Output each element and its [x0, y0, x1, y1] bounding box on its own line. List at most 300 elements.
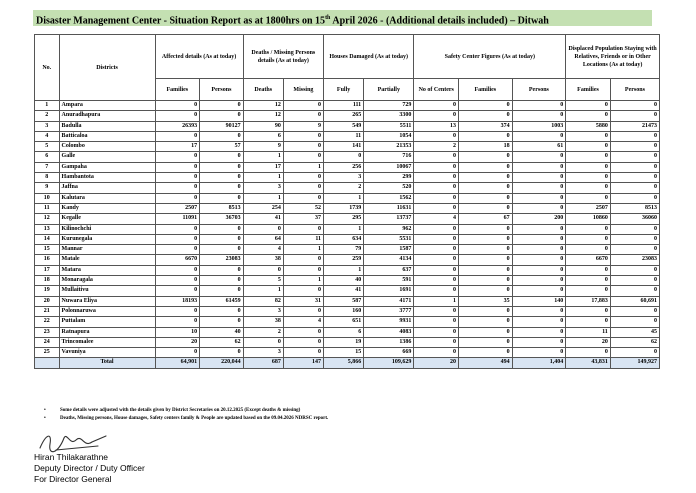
row-number: 7 — [35, 162, 60, 172]
cell-value: 1 — [324, 265, 364, 275]
cell-value: 3300 — [364, 111, 414, 121]
cell-value: 160 — [324, 306, 364, 316]
cell-value: 0 — [414, 193, 459, 203]
cell-value: 0 — [459, 131, 513, 141]
row-number: 16 — [35, 255, 60, 265]
cell-value: 0 — [512, 348, 566, 358]
cell-value: 0 — [512, 111, 566, 121]
cell-value: 4 — [283, 317, 323, 327]
cell-value: 62 — [200, 337, 244, 347]
cell-value: 15 — [324, 348, 364, 358]
cell-value: 0 — [200, 286, 244, 296]
table-row — [35, 265, 660, 275]
cell-value: 0 — [200, 173, 244, 183]
total-spacer — [35, 358, 60, 368]
cell-value: 0 — [512, 152, 566, 162]
cell-value: 0 — [610, 101, 659, 111]
cell-value: 0 — [459, 224, 513, 234]
cell-value: 0 — [200, 101, 244, 111]
cell-value: 0 — [610, 224, 659, 234]
table-row — [35, 193, 660, 203]
cell-value: 9 — [283, 121, 323, 131]
cell-value: 37 — [283, 214, 323, 224]
cell-value: 17 — [155, 142, 200, 152]
cell-value: 0 — [200, 152, 244, 162]
row-number: 11 — [35, 203, 60, 213]
district-name: Vavuniya — [59, 348, 155, 358]
cell-value: 90 — [243, 121, 283, 131]
cell-value: 0 — [566, 183, 611, 193]
row-number: 4 — [35, 131, 60, 141]
cell-value: 0 — [155, 276, 200, 286]
cell-value: 0 — [459, 276, 513, 286]
cell-value: 0 — [512, 224, 566, 234]
cell-value: 0 — [414, 327, 459, 337]
row-number: 17 — [35, 265, 60, 275]
cell-value: 1003 — [512, 121, 566, 131]
cell-value: 0 — [459, 245, 513, 255]
cell-value: 0 — [414, 101, 459, 111]
cell-value: 4083 — [364, 327, 414, 337]
cell-value: 0 — [566, 245, 611, 255]
cell-value: 0 — [414, 183, 459, 193]
cell-value: 0 — [283, 327, 323, 337]
cell-value: 0 — [610, 286, 659, 296]
row-number: 13 — [35, 224, 60, 234]
cell-value: 0 — [243, 265, 283, 275]
row-number: 20 — [35, 296, 60, 306]
note-item: • Deaths, Missing persons, House damages, Safety centers family & People are updated based on the 09.04.2026 NDRSC report. — [44, 416, 329, 421]
header-partially: Partially — [364, 79, 414, 101]
cell-value: 0 — [155, 162, 200, 172]
cell-value: 0 — [610, 348, 659, 358]
cell-value: 1054 — [364, 131, 414, 141]
row-number: 24 — [35, 337, 60, 347]
cell-value: 0 — [459, 101, 513, 111]
header-deaths-missing: Deaths / Missing Persons details (As at today) — [243, 35, 323, 79]
cell-value: 21473 — [610, 121, 659, 131]
cell-value: 5880 — [566, 121, 611, 131]
cell-value: 0 — [512, 245, 566, 255]
cell-value: 0 — [414, 234, 459, 244]
cell-value: 0 — [414, 265, 459, 275]
header-dp-families: Families — [566, 79, 611, 101]
table-row — [35, 286, 660, 296]
cell-value: 0 — [610, 245, 659, 255]
cell-value: 0 — [283, 337, 323, 347]
cell-value: 9 — [243, 142, 283, 152]
row-number: 14 — [35, 234, 60, 244]
cell-value: 295 — [324, 214, 364, 224]
total-value: 494 — [459, 358, 513, 368]
total-row — [35, 358, 660, 368]
cell-value: 669 — [364, 348, 414, 358]
cell-value: 1 — [243, 286, 283, 296]
cell-value: 0 — [414, 203, 459, 213]
cell-value: 0 — [566, 152, 611, 162]
cell-value: 0 — [283, 152, 323, 162]
cell-value: 0 — [200, 234, 244, 244]
row-number: 2 — [35, 111, 60, 121]
cell-value: 265 — [324, 111, 364, 121]
cell-value: 254 — [243, 203, 283, 213]
cell-value: 0 — [200, 306, 244, 316]
cell-value: 2 — [243, 327, 283, 337]
header-safety: Safety Center Figures (As at today) — [414, 35, 566, 79]
header-affected: Affected details (As at today) — [155, 35, 243, 79]
cell-value: 0 — [512, 162, 566, 172]
cell-value: 0 — [414, 162, 459, 172]
cell-value: 0 — [566, 348, 611, 358]
table-row — [35, 131, 660, 141]
cell-value: 13 — [414, 121, 459, 131]
table-row — [35, 276, 660, 286]
district-name: Anuradhapura — [59, 111, 155, 121]
cell-value: 0 — [243, 337, 283, 347]
cell-value: 1 — [324, 224, 364, 234]
cell-value: 0 — [155, 306, 200, 316]
cell-value: 520 — [364, 183, 414, 193]
table-row — [35, 317, 660, 327]
row-number: 10 — [35, 193, 60, 203]
cell-value: 549 — [324, 121, 364, 131]
cell-value: 0 — [155, 111, 200, 121]
cell-value: 1691 — [364, 286, 414, 296]
cell-value: 0 — [200, 162, 244, 172]
cell-value: 0 — [200, 265, 244, 275]
cell-value: 0 — [414, 306, 459, 316]
cell-value: 4 — [243, 245, 283, 255]
cell-value: 0 — [155, 265, 200, 275]
table-row — [35, 152, 660, 162]
cell-value: 0 — [283, 111, 323, 121]
table-row — [35, 183, 660, 193]
table-row — [35, 255, 660, 265]
cell-value: 20 — [566, 337, 611, 347]
cell-value: 634 — [324, 234, 364, 244]
cell-value: 40 — [200, 327, 244, 337]
cell-value: 0 — [155, 348, 200, 358]
cell-value: 11 — [283, 234, 323, 244]
cell-value: 0 — [155, 224, 200, 234]
cell-value: 0 — [566, 193, 611, 203]
total-value: 1,404 — [512, 358, 566, 368]
report-title-sup: th — [325, 15, 331, 21]
cell-value: 0 — [414, 173, 459, 183]
cell-value: 38 — [243, 255, 283, 265]
cell-value: 1 — [243, 193, 283, 203]
cell-value: 20 — [155, 337, 200, 347]
cell-value: 0 — [414, 348, 459, 358]
district-name: Kurunegala — [59, 234, 155, 244]
table-row — [35, 327, 660, 337]
officer-role: Deputy Director / Duty Officer — [34, 463, 145, 473]
cell-value: 0 — [566, 131, 611, 141]
cell-value: 3 — [243, 348, 283, 358]
cell-value: 1 — [414, 296, 459, 306]
cell-value: 0 — [283, 142, 323, 152]
cell-value: 2 — [324, 183, 364, 193]
cell-value: 0 — [566, 173, 611, 183]
cell-value: 31 — [283, 296, 323, 306]
cell-value: 1 — [283, 245, 323, 255]
table-row — [35, 173, 660, 183]
note-text: Some details were adjusted with the details given by District Secretaries on 20.12.2025 (Except deaths & missing) — [60, 408, 301, 413]
cell-value: 0 — [566, 101, 611, 111]
cell-value: 0 — [283, 183, 323, 193]
cell-value: 11091 — [155, 214, 200, 224]
note-item: • Some details were adjusted with the details given by District Secretaries on 20.12.2025 (Except deaths & missing) — [44, 408, 301, 413]
cell-value: 0 — [459, 255, 513, 265]
cell-value: 23083 — [610, 255, 659, 265]
situation-table — [34, 34, 660, 369]
cell-value: 1562 — [364, 193, 414, 203]
officer-block — [34, 452, 145, 485]
total-value: 220,044 — [200, 358, 244, 368]
cell-value: 0 — [566, 111, 611, 121]
cell-value: 1386 — [364, 337, 414, 347]
cell-value: 0 — [512, 183, 566, 193]
cell-value: 0 — [512, 234, 566, 244]
cell-value: 0 — [155, 317, 200, 327]
cell-value: 0 — [512, 337, 566, 347]
header-dp-persons: Persons — [610, 79, 659, 101]
cell-value: 0 — [200, 131, 244, 141]
cell-value: 0 — [512, 101, 566, 111]
cell-value: 0 — [243, 224, 283, 234]
district-name: Kalutara — [59, 193, 155, 203]
header-missing: Missing — [283, 79, 323, 101]
table-row — [35, 121, 660, 131]
cell-value: 11 — [324, 131, 364, 141]
cell-value: 0 — [414, 286, 459, 296]
cell-value: 40 — [324, 276, 364, 286]
cell-value: 61459 — [200, 296, 244, 306]
report-title-pre: Disaster Management Center - Situation Report as at 1800hrs on 15 — [36, 15, 326, 26]
cell-value: 21353 — [364, 142, 414, 152]
officer-for: For Director General — [34, 474, 112, 484]
cell-value: 0 — [566, 317, 611, 327]
header-families: Families — [155, 79, 200, 101]
cell-value: 5511 — [364, 121, 414, 131]
cell-value: 0 — [155, 101, 200, 111]
cell-value: 0 — [459, 203, 513, 213]
officer-name: Hiran Thilakarathne — [34, 452, 109, 462]
cell-value: 0 — [610, 193, 659, 203]
cell-value: 62 — [610, 337, 659, 347]
cell-value: 0 — [566, 234, 611, 244]
district-name: Kegalle — [59, 214, 155, 224]
cell-value: 0 — [155, 286, 200, 296]
total-label: Total — [59, 358, 155, 368]
cell-value: 0 — [459, 327, 513, 337]
cell-value: 0 — [155, 152, 200, 162]
header-houses: Houses Damaged (As at today) — [324, 35, 414, 79]
cell-value: 0 — [200, 183, 244, 193]
cell-value: 0 — [283, 131, 323, 141]
cell-value: 4134 — [364, 255, 414, 265]
cell-value: 259 — [324, 255, 364, 265]
cell-value: 17,883 — [566, 296, 611, 306]
cell-value: 0 — [414, 255, 459, 265]
cell-value: 41 — [324, 286, 364, 296]
header-persons: Persons — [200, 79, 244, 101]
cell-value: 6670 — [155, 255, 200, 265]
cell-value: 0 — [283, 101, 323, 111]
cell-value: 6 — [243, 131, 283, 141]
cell-value: 0 — [610, 265, 659, 275]
table-body — [35, 101, 660, 369]
cell-value: 67 — [459, 214, 513, 224]
cell-value: 9931 — [364, 317, 414, 327]
cell-value: 3 — [243, 183, 283, 193]
cell-value: 0 — [566, 276, 611, 286]
cell-value: 0 — [200, 224, 244, 234]
district-name: Mullaitivu — [59, 286, 155, 296]
cell-value: 0 — [200, 317, 244, 327]
table-row — [35, 203, 660, 213]
district-name: Matale — [59, 255, 155, 265]
cell-value: 0 — [512, 265, 566, 275]
total-value: 109,629 — [364, 358, 414, 368]
row-number: 18 — [35, 276, 60, 286]
cell-value: 1 — [243, 152, 283, 162]
cell-value: 299 — [364, 173, 414, 183]
header-deaths: Deaths — [243, 79, 283, 101]
table-row — [35, 224, 660, 234]
cell-value: 6670 — [566, 255, 611, 265]
cell-value: 90127 — [200, 121, 244, 131]
cell-value: 4171 — [364, 296, 414, 306]
cell-value: 0 — [512, 131, 566, 141]
cell-value: 12 — [243, 101, 283, 111]
table-row — [35, 214, 660, 224]
cell-value: 0 — [200, 276, 244, 286]
cell-value: 0 — [459, 348, 513, 358]
row-number: 19 — [35, 286, 60, 296]
row-number: 25 — [35, 348, 60, 358]
cell-value: 1 — [283, 162, 323, 172]
cell-value: 36060 — [610, 214, 659, 224]
district-name: Nuwara Eliya — [59, 296, 155, 306]
cell-value: 0 — [155, 245, 200, 255]
cell-value: 61 — [512, 142, 566, 152]
cell-value: 0 — [155, 234, 200, 244]
cell-value: 0 — [459, 306, 513, 316]
cell-value: 0 — [155, 183, 200, 193]
row-number: 22 — [35, 317, 60, 327]
district-name: Trincomalee — [59, 337, 155, 347]
cell-value: 0 — [459, 173, 513, 183]
cell-value: 0 — [459, 234, 513, 244]
cell-value: 0 — [610, 276, 659, 286]
note-text: Deaths, Missing persons, House damages, Safety centers family & People are updated based on the 09.04.2026 NDRSC report. — [60, 416, 329, 421]
table-row — [35, 245, 660, 255]
header-no-of-centers: No of Centers — [414, 79, 459, 101]
header-no: No. — [35, 35, 60, 101]
cell-value: 26393 — [155, 121, 200, 131]
cell-value: 0 — [155, 173, 200, 183]
cell-value: 45 — [610, 327, 659, 337]
cell-value: 3 — [324, 173, 364, 183]
cell-value: 2 — [414, 142, 459, 152]
cell-value: 64 — [243, 234, 283, 244]
cell-value: 651 — [324, 317, 364, 327]
cell-value: 10860 — [566, 214, 611, 224]
cell-value: 0 — [610, 306, 659, 316]
district-name: Kandy — [59, 203, 155, 213]
cell-value: 18 — [459, 142, 513, 152]
cell-value: 0 — [512, 276, 566, 286]
cell-value: 0 — [459, 183, 513, 193]
district-name: Kilinochchi — [59, 224, 155, 234]
cell-value: 0 — [459, 152, 513, 162]
cell-value: 0 — [512, 306, 566, 316]
district-name: Monaragala — [59, 276, 155, 286]
row-number: 3 — [35, 121, 60, 131]
cell-value: 0 — [512, 317, 566, 327]
notes — [44, 408, 644, 424]
cell-value: 36703 — [200, 214, 244, 224]
district-name: Matara — [59, 265, 155, 275]
cell-value: 41 — [243, 214, 283, 224]
cell-value: 1739 — [324, 203, 364, 213]
row-number: 8 — [35, 173, 60, 183]
cell-value: 18193 — [155, 296, 200, 306]
header-districts: Districts — [59, 35, 155, 101]
cell-value: 0 — [283, 173, 323, 183]
cell-value: 23083 — [200, 255, 244, 265]
cell-value: 11631 — [364, 203, 414, 213]
cell-value: 8513 — [610, 203, 659, 213]
cell-value: 0 — [283, 306, 323, 316]
total-value: 43,831 — [566, 358, 611, 368]
table-row — [35, 234, 660, 244]
cell-value: 716 — [364, 152, 414, 162]
cell-value: 0 — [200, 111, 244, 121]
cell-value: 591 — [364, 276, 414, 286]
cell-value: 0 — [610, 234, 659, 244]
row-number: 15 — [35, 245, 60, 255]
cell-value: 0 — [155, 131, 200, 141]
cell-value: 0 — [566, 142, 611, 152]
cell-value: 0 — [283, 255, 323, 265]
cell-value: 0 — [610, 142, 659, 152]
cell-value: 141 — [324, 142, 364, 152]
cell-value: 0 — [610, 173, 659, 183]
row-number: 5 — [35, 142, 60, 152]
header-sc-persons: Persons — [512, 79, 566, 101]
cell-value: 0 — [414, 131, 459, 141]
cell-value: 0 — [459, 193, 513, 203]
cell-value: 0 — [610, 183, 659, 193]
cell-value: 0 — [283, 265, 323, 275]
cell-value: 0 — [200, 245, 244, 255]
cell-value: 0 — [566, 265, 611, 275]
total-value: 149,927 — [610, 358, 659, 368]
district-name: Colombo — [59, 142, 155, 152]
cell-value: 0 — [512, 173, 566, 183]
district-name: Ratnapura — [59, 327, 155, 337]
row-number: 6 — [35, 152, 60, 162]
cell-value: 38 — [243, 317, 283, 327]
cell-value: 374 — [459, 121, 513, 131]
cell-value: 79 — [324, 245, 364, 255]
row-number: 1 — [35, 101, 60, 111]
cell-value: 0 — [200, 193, 244, 203]
cell-value: 0 — [283, 348, 323, 358]
cell-value: 0 — [512, 255, 566, 265]
